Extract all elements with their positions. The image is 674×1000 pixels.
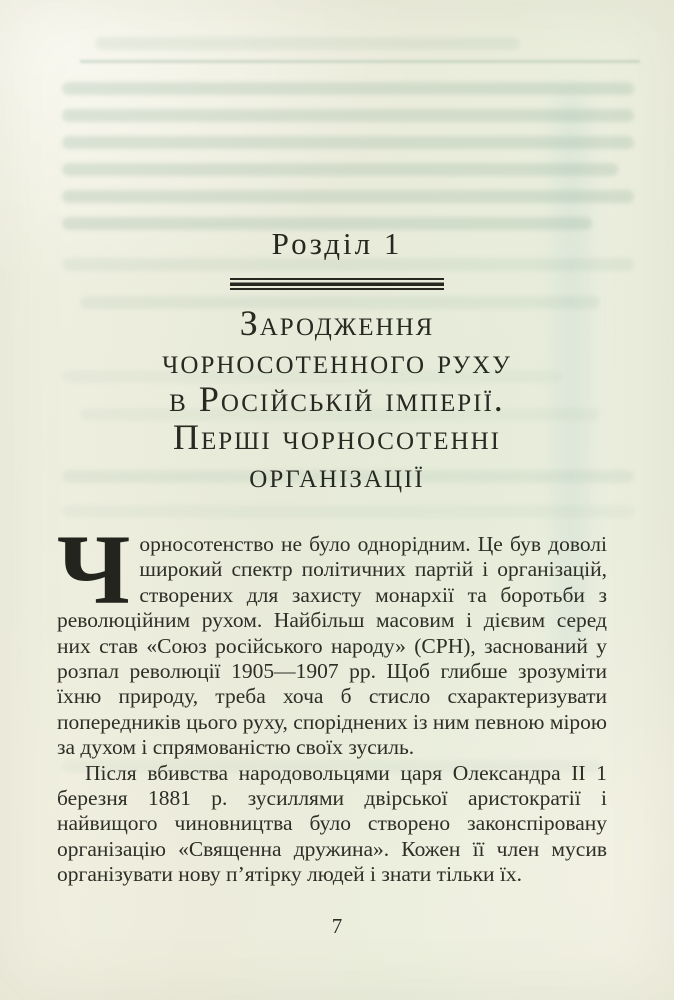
drop-cap: Ч [57, 514, 131, 625]
chapter-title-line: в Російській імперії. [169, 379, 505, 419]
chapter-title [0, 304, 674, 494]
chapter-title-line: чорносотенного руху [162, 341, 512, 381]
body-text [57, 514, 607, 888]
chapter-title-line: організації [249, 455, 425, 495]
chapter-title-line: Перші чорносотенні [172, 417, 502, 457]
paragraph-text: орносотенство не було однорідним. Це був доволі широкий спектр політичних партій і організацій, створених для захисту монархії та боротьби з революційним рухом. Найбільш масовим і дієвим серед них став «Союз російського народу» (СРН), заснований у розпал революції 1905—1907 рр. Щоб глибше зрозуміти їхню природу, треба хоча б стисло схарактеризувати попередників цього руху, споріднених із ним певною мірою за духом і спрямованістю своїх зусиль. [57, 532, 607, 760]
chapter-title-line: Зародження [239, 303, 435, 343]
chapter-heading: Розділ 1 [271, 226, 403, 261]
chapter-heading-rule [230, 278, 444, 290]
paragraph: Після вбивства народовольцями царя Олександра II 1 березня 1881 р. зусиллями двірської аристократії і найвищого чиновництва було створено законспіровану організацію «Священна дружина». Кожен її член мусив організувати нову п’ятірку людей і знати тільки їх. [57, 760, 607, 887]
paragraph [57, 514, 607, 761]
page-number: 7 [331, 914, 343, 938]
